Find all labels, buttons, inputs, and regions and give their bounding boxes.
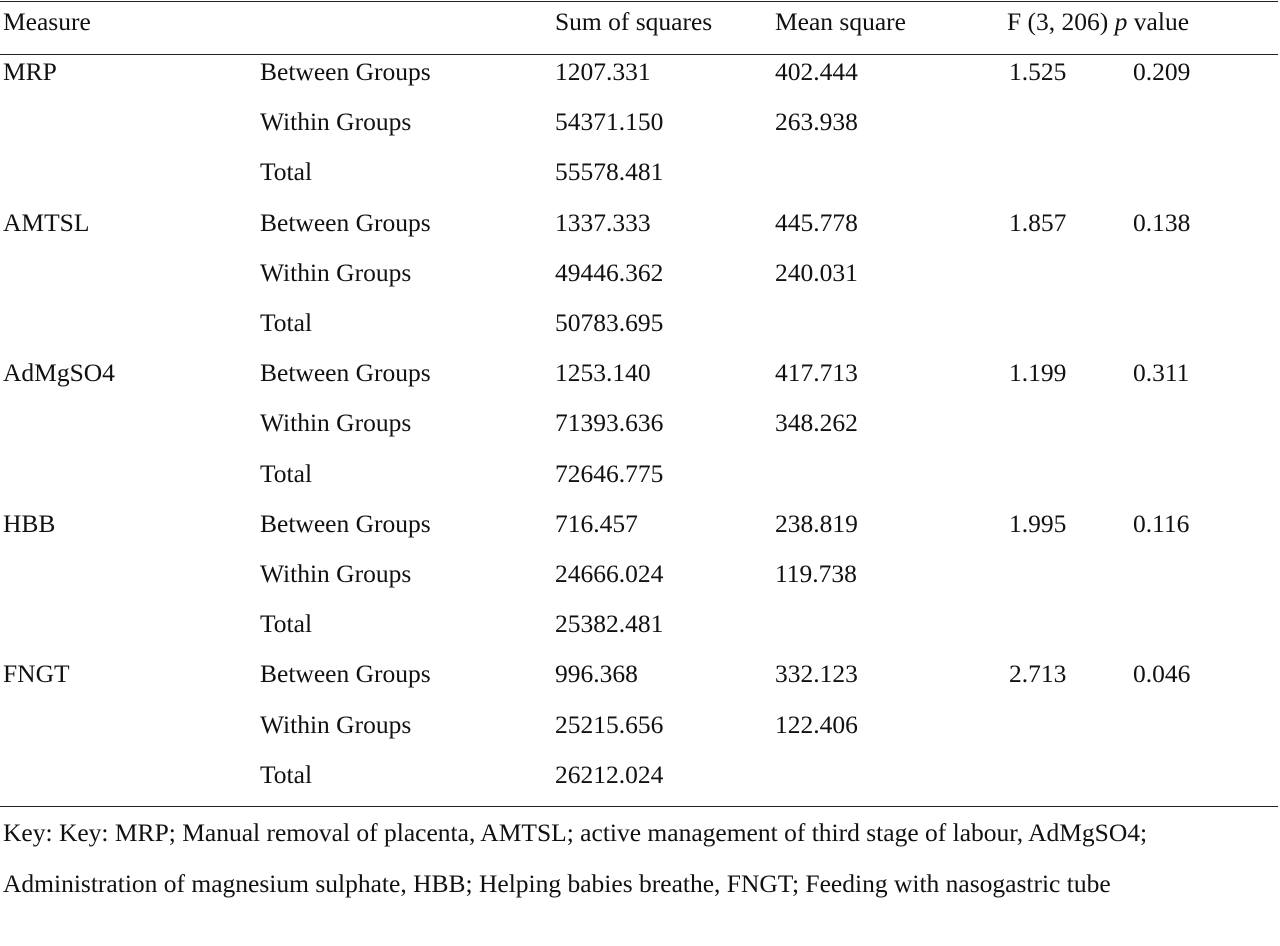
cell-measure: AdMgSO4 (3, 358, 115, 388)
cell-sum-of-squares: 24666.024 (555, 559, 664, 588)
cell-source: Within Groups (260, 559, 412, 588)
table-row (0, 705, 1280, 755)
cell-sum-of-squares: 996.368 (555, 659, 638, 689)
cell-f-value: 1.857 (1009, 207, 1067, 237)
cell-mean-square: 122.406 (775, 709, 858, 739)
cell-source: Within Groups (260, 408, 412, 438)
header-f-and-p (1007, 2, 1189, 42)
cell-mean-square: 238.819 (775, 508, 858, 538)
table-row (0, 403, 1280, 453)
cell-source: Total (260, 759, 313, 789)
table-row (0, 253, 1280, 303)
header-sum-of-squares: Sum of squares (555, 7, 713, 36)
table-header-row (0, 2, 1280, 52)
cell-source: Between Groups (260, 207, 431, 237)
cell-sum-of-squares: 716.457 (555, 508, 638, 538)
table-row (0, 504, 1280, 554)
table-row (0, 52, 1280, 102)
cell-sum-of-squares: 54371.150 (555, 107, 664, 137)
table-footnote: Key: Key: MRP; Manual removal of placenta, AMTSL; active management of third stage of labour, AdMgSO4; Administration of magnesium sulphate, HBB; Helping babies breathe, FNGT; Feeding with nasogastric tube (3, 818, 1148, 898)
table-row (0, 303, 1280, 353)
cell-sum-of-squares: 1337.333 (555, 207, 651, 237)
cell-source: Total (260, 458, 313, 488)
table-row (0, 152, 1280, 202)
header-p-suffix: value (1127, 7, 1190, 36)
cell-sum-of-squares: 1253.140 (555, 358, 651, 388)
cell-source: Total (260, 308, 313, 337)
cell-sum-of-squares: 1207.331 (555, 57, 651, 86)
header-mean-square: Mean square (775, 7, 906, 36)
cell-source: Between Groups (260, 659, 431, 689)
cell-sum-of-squares: 25215.656 (555, 709, 664, 739)
cell-measure: FNGT (3, 659, 70, 689)
cell-measure: MRP (3, 57, 57, 86)
cell-measure: HBB (3, 508, 56, 538)
cell-sum-of-squares: 26212.024 (555, 759, 664, 789)
cell-source: Within Groups (260, 107, 412, 137)
cell-source: Within Groups (260, 257, 412, 287)
table-row (0, 654, 1280, 704)
table-row (0, 554, 1280, 604)
cell-mean-square: 445.778 (775, 207, 858, 237)
table-bottom-rule (0, 806, 1278, 807)
cell-p-value: 0.209 (1133, 57, 1191, 86)
cell-mean-square: 263.938 (775, 107, 858, 137)
cell-f-value: 1.525 (1009, 57, 1067, 86)
cell-f-value: 1.995 (1009, 508, 1067, 538)
cell-source: Total (260, 609, 313, 639)
cell-mean-square: 402.444 (775, 57, 858, 86)
cell-mean-square: 240.031 (775, 257, 858, 287)
cell-sum-of-squares: 25382.481 (555, 609, 664, 639)
cell-mean-square: 119.738 (775, 559, 857, 588)
cell-source: Within Groups (260, 709, 412, 739)
cell-source: Between Groups (260, 508, 431, 538)
cell-measure: AMTSL (3, 207, 90, 237)
cell-f-value: 2.713 (1009, 659, 1067, 689)
cell-p-value: 0.311 (1133, 358, 1190, 388)
table-row (0, 102, 1280, 152)
cell-sum-of-squares: 72646.775 (555, 458, 664, 488)
cell-source: Between Groups (260, 57, 431, 86)
cell-sum-of-squares: 55578.481 (555, 157, 664, 187)
header-measure: Measure (3, 7, 91, 36)
table-row (0, 203, 1280, 253)
table-row (0, 353, 1280, 403)
cell-mean-square: 332.123 (775, 659, 858, 689)
cell-source: Total (260, 157, 313, 187)
cell-f-value: 1.199 (1009, 358, 1067, 388)
header-p-symbol: p (1114, 7, 1128, 36)
cell-sum-of-squares: 50783.695 (555, 308, 664, 337)
cell-sum-of-squares: 71393.636 (555, 408, 664, 438)
cell-p-value: 0.116 (1133, 508, 1190, 538)
cell-p-value: 0.138 (1133, 207, 1191, 237)
cell-mean-square: 348.262 (775, 408, 858, 438)
table-row (0, 604, 1280, 654)
cell-mean-square: 417.713 (775, 358, 858, 388)
table-row (0, 755, 1280, 805)
table-row (0, 454, 1280, 504)
cell-source: Between Groups (260, 358, 431, 388)
cell-p-value: 0.046 (1133, 659, 1191, 689)
cell-sum-of-squares: 49446.362 (555, 257, 664, 287)
header-f-stat: F (3, 206) (1007, 7, 1109, 36)
